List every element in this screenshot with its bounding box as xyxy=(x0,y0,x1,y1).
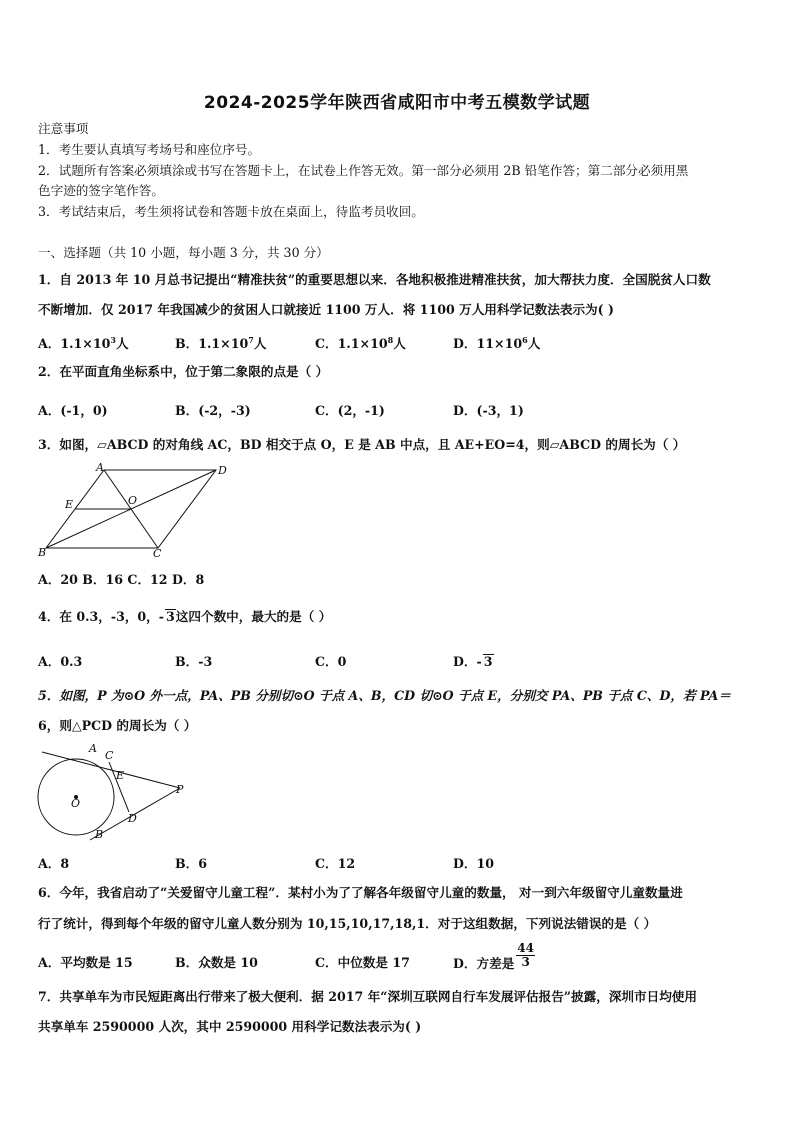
notice-heading: 注意事项 xyxy=(38,121,89,136)
q1-option-a[interactable]: A．$1.1\times 10^3$人 xyxy=(38,335,129,351)
label-o: O xyxy=(71,797,81,810)
q5-stem-line1: 5．如图，P 为⊙O 外一点，PA、PB 分别切⊙O 于点 A、B，CD 切⊙O 于点 E，分别交 PA、PB 于点 C、D，若 PA＝ xyxy=(38,688,731,703)
q2-option-b[interactable]: B．(-2，-3) xyxy=(175,403,251,418)
q5-option-b[interactable]: B．6 xyxy=(175,856,208,871)
q5-option-a[interactable]: A．8 xyxy=(38,856,70,871)
q6-stem-line2: 行了统计，得到每个年级的留守儿童人数分别为 10,15,10,17,18,1．对于这组数据，下列说法错误的是（ ） xyxy=(38,916,657,931)
q3-parallelogram-figure xyxy=(36,460,232,560)
label-b: B xyxy=(38,546,47,559)
label-o: O xyxy=(128,494,138,507)
notice-item-1: 1．考生要认真填写考场号和座位序号。 xyxy=(38,142,261,157)
q1-stem-line2: 不断增加．仅 2017 年我国减少的贫困人口就接近 1100 万人．将 1100 万人用科学记数法表示为( ) xyxy=(38,302,614,317)
sqrt-3: 3 xyxy=(166,609,175,624)
q5-option-d[interactable]: D．10 xyxy=(453,856,495,871)
q2-stem: 2．在平面直角坐标系中，位于第二象限的点是（ ） xyxy=(38,364,329,379)
q4-option-c[interactable]: C．0 xyxy=(315,654,347,669)
q5-circle-figure xyxy=(30,740,200,846)
label-a: A xyxy=(89,742,97,755)
q6-option-c[interactable]: C．中位数是 17 xyxy=(315,955,410,970)
notice-item-3: 3．考试结束后，考生须将试卷和答题卡放在桌面上，待监考员收回。 xyxy=(38,204,424,219)
q1-option-d[interactable]: D．$11\times 10^6$人 xyxy=(453,335,541,351)
q4-option-a[interactable]: A．0.3 xyxy=(38,654,83,669)
q6-stem-line1: 6．今年，我省启动了“关爱留守儿童工程”．某村小为了了解各年级留守儿童的数量， 对一到六年级留守儿童数量进 xyxy=(38,885,683,900)
q3-options[interactable]: A．20 B．16 C．12 D．8 xyxy=(38,572,205,587)
label-c: C xyxy=(105,749,114,762)
q1-option-b[interactable]: B．$1.1\times 10^7$人 xyxy=(175,335,267,351)
q5-option-c[interactable]: C．12 xyxy=(315,856,356,871)
q1-stem-line1: 1．自 2013 年 10 月总书记提出“精准扶贫”的重要思想以来．各地积极推进精准扶贫，加大帮扶力度．全国脱贫人口数 xyxy=(38,272,711,287)
q2-option-d[interactable]: D．(-3，1) xyxy=(453,403,524,418)
q4-option-b[interactable]: B．-3 xyxy=(175,654,213,669)
label-d: D xyxy=(218,464,227,477)
notice-item-2-cont: 色字迹的签字笔作答。 xyxy=(38,183,164,198)
label-e: E xyxy=(116,769,125,782)
label-d: D xyxy=(128,812,137,825)
q7-stem-line1: 7．共享单车为市民短距离出行带来了极大便利．据 2017 年“深圳互联网自行车发展评估报告”披露，深圳市日均使用 xyxy=(38,989,697,1004)
q4-stem: 4．在 0.3，-3，0，- 3这四个数中，最大的是（ ） xyxy=(38,609,332,624)
section-heading: 一、选择题（共 10 小题，每小题 3 分，共 30 分） xyxy=(38,245,329,260)
q4-option-d[interactable]: D．- 3 xyxy=(453,654,493,669)
fraction-44-3: $\frac{44}{3}$ xyxy=(517,941,534,969)
q6-option-d[interactable]: D．方差是 $\frac{44}{3}$ xyxy=(453,941,534,971)
q2-option-a[interactable]: A．(-1，0) xyxy=(38,403,108,418)
q3-stem: 3．如图，▱ABCD 的对角线 AC，BD 相交于点 O，E 是 AB 中点，且 AE+EO=4，则▱ABCD 的周长为（ ） xyxy=(38,437,686,452)
q6-option-b[interactable]: B．众数是 10 xyxy=(175,955,258,970)
q1-option-c[interactable]: C．$1.1\times 10^8$人 xyxy=(315,335,406,351)
q5-stem-line2: 6，则△PCD 的周长为（ ） xyxy=(38,718,197,733)
label-c: C xyxy=(153,547,162,560)
label-a: A xyxy=(96,461,104,474)
q6-option-a[interactable]: A．平均数是 15 xyxy=(38,955,133,970)
notice-item-2: 2．试题所有答案必须填涂或书写在答题卡上，在试卷上作答无效。第一部分必须用 2B 铅笔作答；第二部分必须用黑 xyxy=(38,163,689,178)
q2-option-c[interactable]: C．(2，-1) xyxy=(315,403,385,418)
label-p: P xyxy=(176,783,184,796)
page-title: 2024-2025学年陕西省咸阳市中考五模数学试题 xyxy=(203,93,591,113)
q7-stem-line2: 共享单车 2590000 人次，其中 2590000 用科学记数法表示为( ) xyxy=(38,1019,422,1034)
label-b: B xyxy=(95,828,104,841)
label-e: E xyxy=(65,498,74,511)
